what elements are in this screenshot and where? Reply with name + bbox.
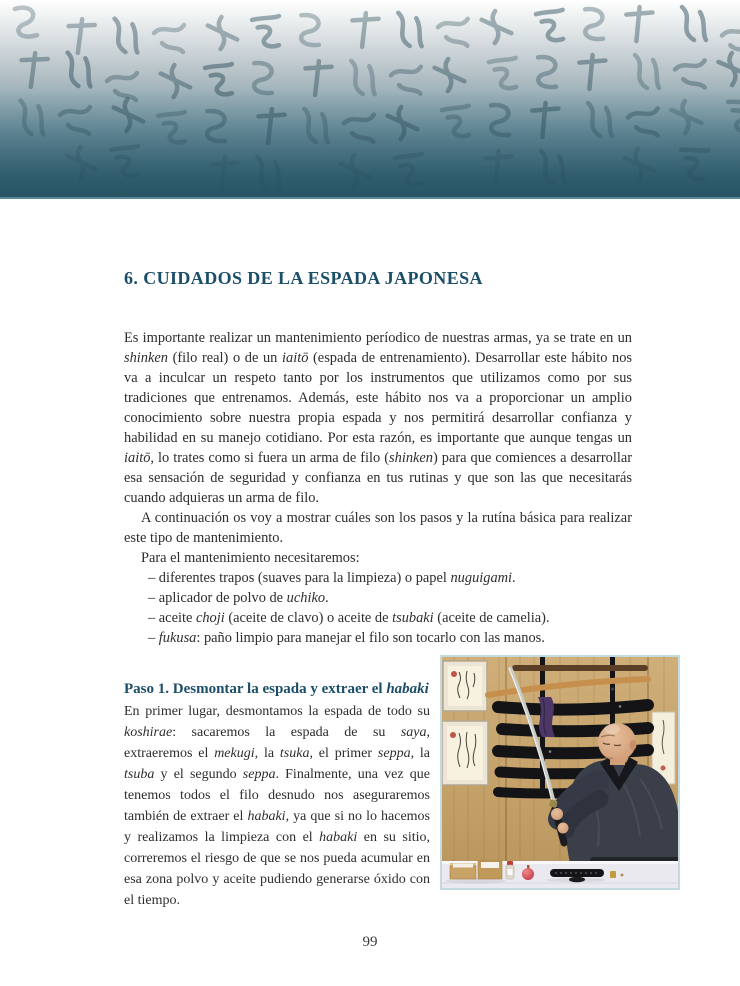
hand [558, 823, 569, 834]
supply-list-item: – fukusa: paño limpio para manejar el filo son tocarlo con las manos. [148, 630, 545, 646]
brass-fitting [610, 871, 616, 878]
intro-paragraph-3: Para el mantenimiento necesitaremos: [141, 550, 360, 566]
intro-paragraph-1: Es importante realizar un mantenimiento períodico de nuestras armas, ya se trate en un shinken (filo real) o de un iaitō (espada de entrenamiento). Desarrollar este hábito nos va a inculcar un respeto tanto por los instrumentos que utilizamos como por sus tradiciones que entrenamos. Además, este hábito nos va a proporcionar un amplio conocimiento sobre nuestra propia espada y nos permitirá desarrollar confianza y habilidad en su manejo cotidiano. Por esta razón, es importante que aunque tengas un iaitō, lo trates como si fuera un arma de filo (shinken) para que comiences a desarrollar esa sensación de seguridad y confianza en tus rutinas y que son las que necesitarás cuando adquieras un arma de filo. [124, 330, 633, 506]
intro-text [124, 328, 632, 648]
supply-list [124, 568, 632, 648]
banner-shade [0, 0, 740, 199]
supply-list-item: – aplicador de polvo de uchiko. [148, 590, 329, 606]
photo-illustration [442, 657, 678, 888]
uchiko-ball [522, 868, 534, 880]
page-number: 99 [362, 934, 378, 950]
intro-paragraph-2: A continuación os voy a mostrar cuáles son los pasos y la rutína básica para realizar este tipo de mantenimiento. [124, 510, 632, 546]
step1-body: En primer lugar, desmontamos la espada de todo su koshirae: sacaremos la espada de su saya, extraeremos el mekugi, la tsuka, el primer seppa, la tsuba y el segundo seppa. Finalmente, una vez que tenemos todos el filo desnudo nos aseguraremos también de extraer el habaki, ya que si no lo hacemos y realizamos la limpieza con el habaki en su sitio, correremos el riesgo de que se nos pueda acumular en esa zona polvo y aceite pudiendo generarse óxido con el tiempo. [124, 704, 431, 908]
maintenance-table [442, 861, 678, 888]
banner-bottom-edge [0, 197, 740, 199]
step1-section [124, 655, 430, 911]
purple-strap [538, 697, 555, 737]
chapter-title: 6. CUIDADOS DE LA ESPADA JAPONESA [124, 268, 483, 289]
hand [551, 808, 563, 820]
supply-list-item: – aceite choji (aceite de clavo) o aceite de tsubaki (aceite de camelia). [148, 610, 550, 626]
step1-photo [440, 655, 680, 890]
dark-staff [512, 665, 648, 671]
header-banner [0, 0, 740, 199]
supply-list-item: – diferentes trapos (suaves para la limpieza) o papel nuguigami. [148, 570, 516, 586]
step1-heading: Paso 1. Desmontar la espada y extraer el habaki [124, 681, 429, 697]
